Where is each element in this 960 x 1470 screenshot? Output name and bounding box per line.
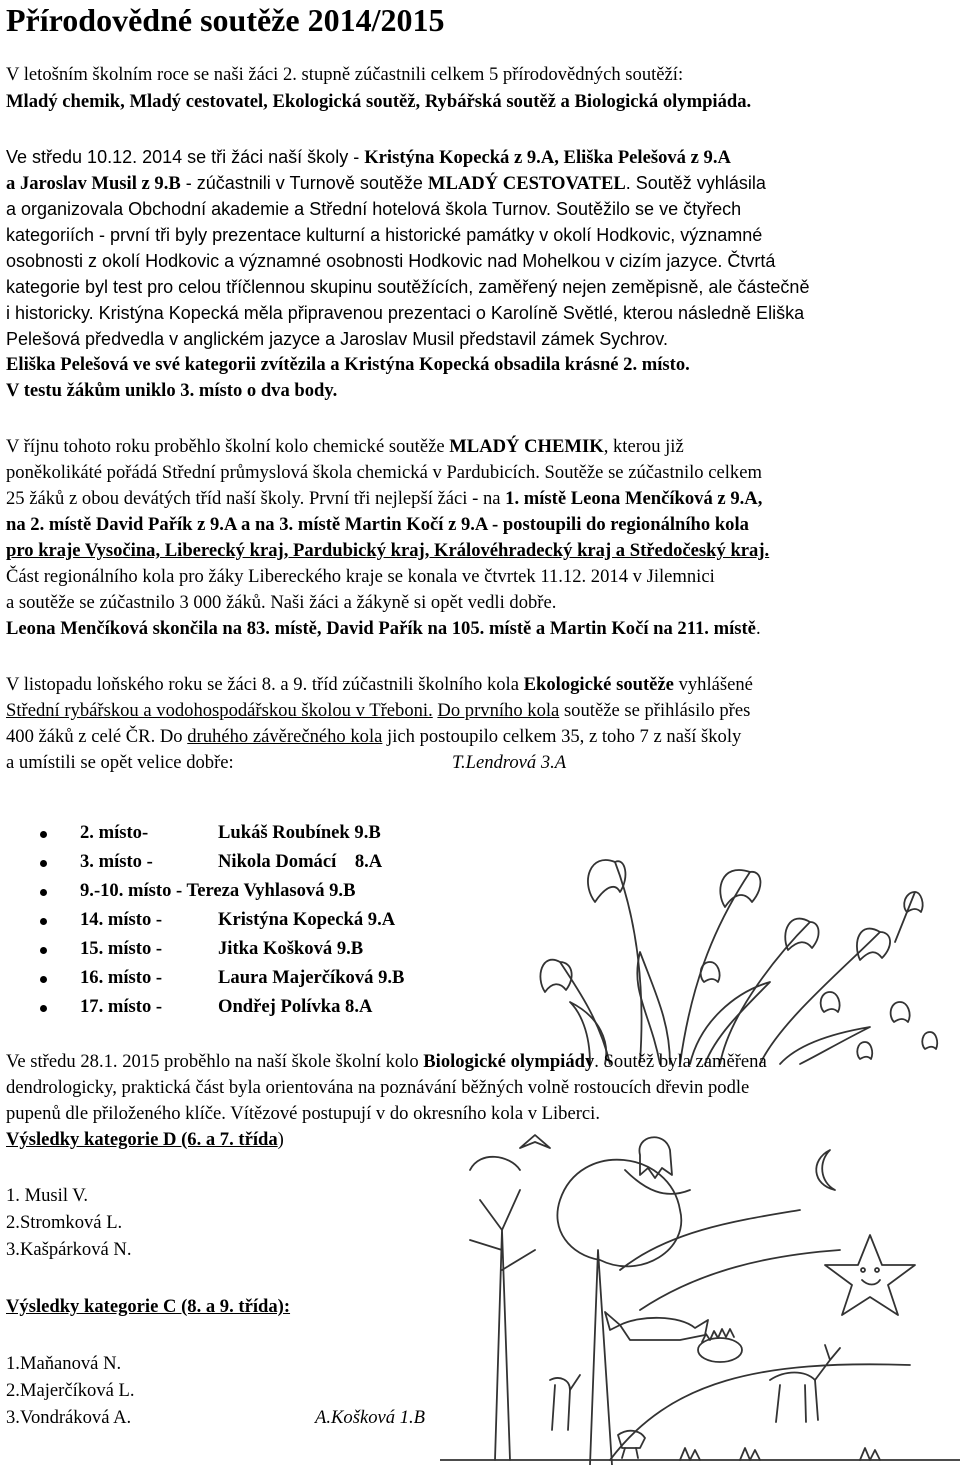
cestovatel-result-2: V testu žákům uniklo 3. místo o dva body. bbox=[6, 380, 338, 401]
result-name: Laura Majerčíková 9.B bbox=[218, 967, 405, 988]
chemik-line-6: Část regionálního kola pro žáky Libereckého kraje se konala ve čtvrtek 11.12. 2014 v Jilemnici bbox=[6, 566, 715, 587]
chemik-line-1 bbox=[6, 434, 684, 460]
cestovatel-text: - zúčastnili v Turnově soutěže bbox=[180, 173, 428, 193]
eko-line-4: a umístili se opět velice dobře: bbox=[6, 752, 234, 773]
eko-text: V listopadu loňského roku se žáci 8. a 9. tříd zúčastnili školního kola bbox=[6, 674, 524, 695]
catC-item: 2.Majerčíková L. bbox=[6, 1380, 135, 1401]
eko-line-3 bbox=[6, 724, 741, 750]
result-place: 14. místo - bbox=[80, 909, 163, 930]
catC-heading: Výsledky kategorie C (8. a 9. třída): bbox=[6, 1296, 291, 1317]
eko-text: Střední rybářskou a vodohospodářskou školou v Třeboni. bbox=[6, 700, 433, 721]
page-title: Přírodovědné soutěže 2014/2015 bbox=[6, 2, 445, 38]
eko-text: vyhlášené bbox=[673, 674, 753, 695]
cestovatel-text: Ve středu 10.12. 2014 se tři žáci naší školy - bbox=[6, 147, 365, 167]
eko-line-1 bbox=[6, 672, 753, 698]
forest-drawing bbox=[440, 1130, 960, 1465]
chemik-text: 25 žáků z obou devátých tříd naší školy. První tři nejlepší žáci - na bbox=[6, 488, 506, 509]
cestovatel-line-2 bbox=[6, 170, 766, 197]
result-place: 17. místo - bbox=[80, 996, 163, 1017]
bio-text: . Soutěž byla zaměřena bbox=[594, 1051, 767, 1072]
chemik-line-7: a soutěže se zúčastnilo 3 000 žáků. Naši žáci a žákyně si opět vedli dobře. bbox=[6, 592, 557, 613]
cestovatel-line-4: kategoriích - první tři byly prezentace kulturní a historické památky v okolí Hodkovic, významné bbox=[6, 225, 763, 245]
competition-name: Biologické olympiády bbox=[423, 1051, 595, 1072]
intro-line-1 bbox=[6, 62, 683, 88]
chemik-text: . bbox=[755, 618, 761, 639]
competition-name: MLADÝ CESTOVATEL bbox=[427, 173, 626, 194]
catD-title: Výsledky kategorie D (6. a 7. třída bbox=[6, 1129, 278, 1150]
result-place: 2. místo- bbox=[80, 822, 149, 843]
chemik-text: , kterou již bbox=[603, 436, 684, 457]
result-place: 15. místo - bbox=[80, 938, 163, 959]
bullet-icon bbox=[40, 831, 47, 838]
result-name: Jitka Košková 9.B bbox=[218, 938, 364, 959]
eko-text: 400 žáků z celé ČR. Do bbox=[6, 726, 188, 747]
intro-text: V letošním školním roce se naši žáci 2. stupně zúčastnili celkem 5 přírodovědných soutěží: bbox=[6, 64, 684, 85]
cestovatel-line-1 bbox=[6, 144, 731, 171]
bullet-icon bbox=[40, 860, 47, 867]
competition-list: Mladý chemik, Mladý cestovatel, Ekologická soutěž, Rybářská soutěž a Biologická olympiáda. bbox=[6, 91, 752, 112]
chemik-line-2: poněkolikáté pořádá Střední průmyslová škola chemická v Pardubicích. Soutěže se zúčastnilo celkem bbox=[6, 462, 762, 483]
bullet-icon bbox=[40, 947, 47, 954]
chemik-line-8 bbox=[6, 616, 761, 642]
competition-name: MLADÝ CHEMIK bbox=[449, 436, 604, 457]
cestovatel-participant: a Jaroslav Musil z 9.B bbox=[6, 173, 181, 194]
competition-name: Ekologické soutěže bbox=[523, 674, 674, 695]
cestovatel-line-3: a organizovala Obchodní akademie a Střední hotelová škola Turnov. Soutěžilo se ve čtyřech bbox=[6, 199, 742, 219]
catC-item: 3.Vondráková A. bbox=[6, 1407, 132, 1428]
bullet-icon bbox=[40, 1005, 47, 1012]
bullet-icon bbox=[40, 976, 47, 983]
bio-line-2: dendrologicky, praktická část byla orientována na poznávání běžných volně rostoucích dřevin podle bbox=[6, 1077, 750, 1098]
chemik-line-5: pro kraje Vysočina, Liberecký kraj, Pardubický kraj, Královéhradecký kraj a Středočeský kraj. bbox=[6, 540, 770, 561]
cestovatel-line-7: i historicky. Kristýna Kopecká měla připravenou prezentaci o Karolíně Světlé, kterou následně Eliška bbox=[6, 303, 805, 323]
cestovatel-line-5: osobnosti z okolí Hodkovic a významné osobnosti Hodkovic nad Mohelkou v cizím jazyce. Čtvrtá bbox=[6, 251, 776, 271]
chemik-results: Leona Menčíková skončila na 83. místě, David Pařík na 105. místě a Martin Kočí na 211. místě bbox=[6, 618, 756, 639]
eko-text: soutěže se přihlásilo přes bbox=[559, 700, 751, 721]
bullet-icon bbox=[40, 889, 47, 896]
bio-line-1 bbox=[6, 1049, 767, 1075]
result-place: 3. místo - bbox=[80, 851, 153, 872]
eko-text: druhého závěrečného kola bbox=[187, 726, 383, 747]
result-name: Kristýna Kopecká 9.A bbox=[218, 909, 396, 930]
result-name: Ondřej Polívka 8.A bbox=[218, 996, 373, 1017]
eko-line-2 bbox=[6, 698, 750, 724]
cestovatel-line-6: kategorie byl test pro celou tříčlennou skupinu soutěžících, zaměřený nejen zeměpisně, ale částečně bbox=[6, 277, 810, 297]
result-place: 9.-10. místo - Tereza Vyhlasová 9.B bbox=[80, 880, 356, 901]
catD-heading bbox=[6, 1127, 284, 1153]
result-name: Lukáš Roubínek 9.B bbox=[218, 822, 381, 843]
result-name: Nikola Domácí 8.A bbox=[218, 851, 383, 872]
cestovatel-text: . Soutěž vyhlásila bbox=[625, 173, 766, 193]
chemik-text: V říjnu tohoto roku proběhlo školní kolo chemické soutěže bbox=[6, 436, 450, 457]
cestovatel-result-1: Eliška Pelešová ve své kategorii zvítězila a Kristýna Kopecká obsadila krásné 2. místo. bbox=[6, 354, 690, 375]
cestovatel-participants: Kristýna Kopecká z 9.A, Eliška Pelešová z 9.A bbox=[364, 147, 731, 168]
chemik-line-4: na 2. místě David Pařík z 9.A a na 3. místě Martin Kočí z 9.A - postoupili do regionálního kola bbox=[6, 514, 749, 535]
result-place: 16. místo - bbox=[80, 967, 163, 988]
bullet-icon bbox=[40, 918, 47, 925]
catD-title-paren: ) bbox=[277, 1129, 284, 1150]
catC-item: 1.Maňanová N. bbox=[6, 1353, 122, 1374]
catD-item: 3.Kašpárková N. bbox=[6, 1239, 132, 1260]
eko-text: Do prvního kola bbox=[437, 700, 560, 721]
chemik-line-3 bbox=[6, 486, 762, 512]
chemik-winner: 1. místě Leona Menčíková z 9.A, bbox=[505, 488, 763, 509]
eko-text: jich postoupilo celkem 35, z toho 7 z naší školy bbox=[382, 726, 742, 747]
intro-line-2 bbox=[6, 89, 751, 115]
bio-line-3: pupenů dle přiloženého klíče. Vítězové postupují v do okresního kola v Liberci. bbox=[6, 1103, 600, 1124]
snowdrop-drawing bbox=[520, 792, 960, 1072]
bio-text: Ve středu 28.1. 2015 proběhlo na naší škole školní kolo bbox=[6, 1051, 424, 1072]
drawing-credit: T.Lendrová 3.A bbox=[452, 752, 567, 773]
catD-item: 2.Stromková L. bbox=[6, 1212, 123, 1233]
cestovatel-line-8: Pelešová předvedla v anglickém jazyce a Jaroslav Musil představil zámek Sychrov. bbox=[6, 329, 668, 349]
catD-item: 1. Musil V. bbox=[6, 1185, 88, 1206]
drawing-credit: A.Košková 1.B bbox=[315, 1407, 425, 1428]
